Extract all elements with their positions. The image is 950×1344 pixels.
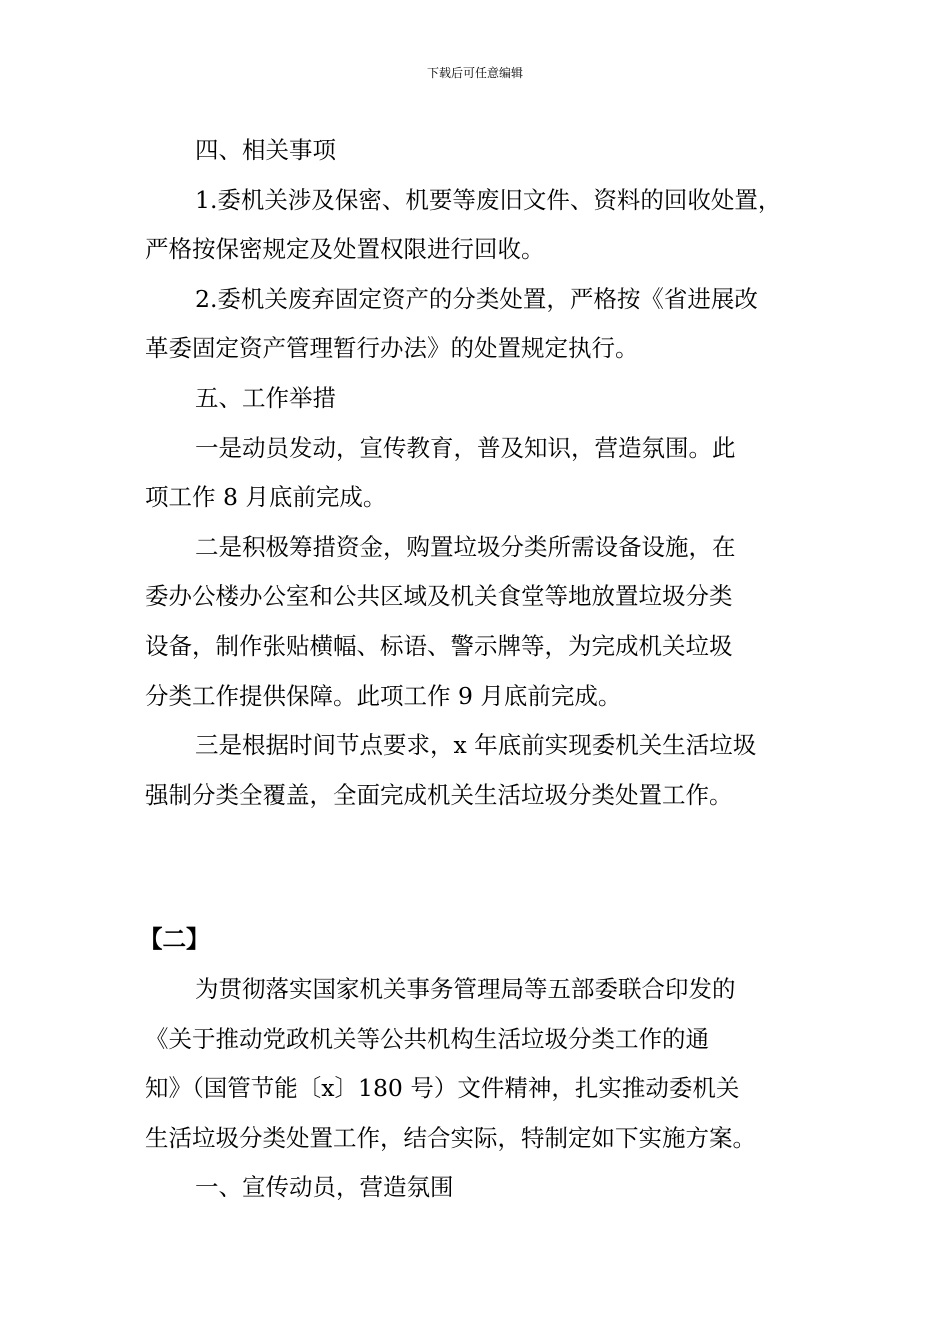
paragraph-line: 一是动员发动，宣传教育，普及知识，营造氛围。此 [195,433,736,462]
paragraph-line: 《关于推动党政机关等公共机构生活垃圾分类工作的通 [145,1024,709,1053]
paragraph-line: 委办公楼办公室和公共区域及机关食堂等地放置垃圾分类 [145,582,733,611]
paragraph-line: 知》（国管节能〔x〕180 号）文件精神，扎实推动委机关 [145,1074,740,1103]
paragraph-line: 生活垃圾分类处置工作，结合实际，特制定如下实施方案。 [145,1123,756,1152]
heading-publicity-mobilization: 一、宣传动员，营造氛围 [195,1173,454,1202]
heading-work-measures: 五、工作举措 [195,383,336,412]
paragraph-line: 2.委机关废弃固定资产的分类处置，严格按《省进展改 [195,284,758,313]
paragraph-line: 二是积极筹措资金，购置垃圾分类所需设备设施，在 [195,532,736,561]
paragraph-line: 设备，制作张贴横幅、标语、警示牌等，为完成机关垃圾 [145,631,733,660]
page-header: 下载后可任意编辑 [426,66,523,80]
paragraph-line: 分类工作提供保障。此项工作 9 月底前完成。 [145,681,622,710]
section-title: 【二】 [139,925,210,954]
paragraph-line: 革委固定资产管理暂行办法》的处置规定执行。 [145,334,639,363]
heading-related-matters: 四、相关事项 [195,136,336,164]
paragraph-line: 三是根据时间节点要求，x 年底前实现委机关生活垃圾 [195,731,757,760]
paragraph-line: 为贯彻落实国家机关事务管理局等五部委联合印发的 [195,974,736,1003]
paragraph-line: 严格按保密规定及处置权限进行回收。 [145,235,545,264]
section-spacer [145,820,813,915]
document-body [139,126,813,1213]
paragraph-line: 1.委机关涉及保密、机要等废旧文件、资料的回收处置， [195,185,782,214]
paragraph-line: 强制分类全覆盖，全面完成机关生活垃圾分类处置工作。 [145,780,733,809]
paragraph-line: 项工作 8 月底前完成。 [145,483,387,512]
